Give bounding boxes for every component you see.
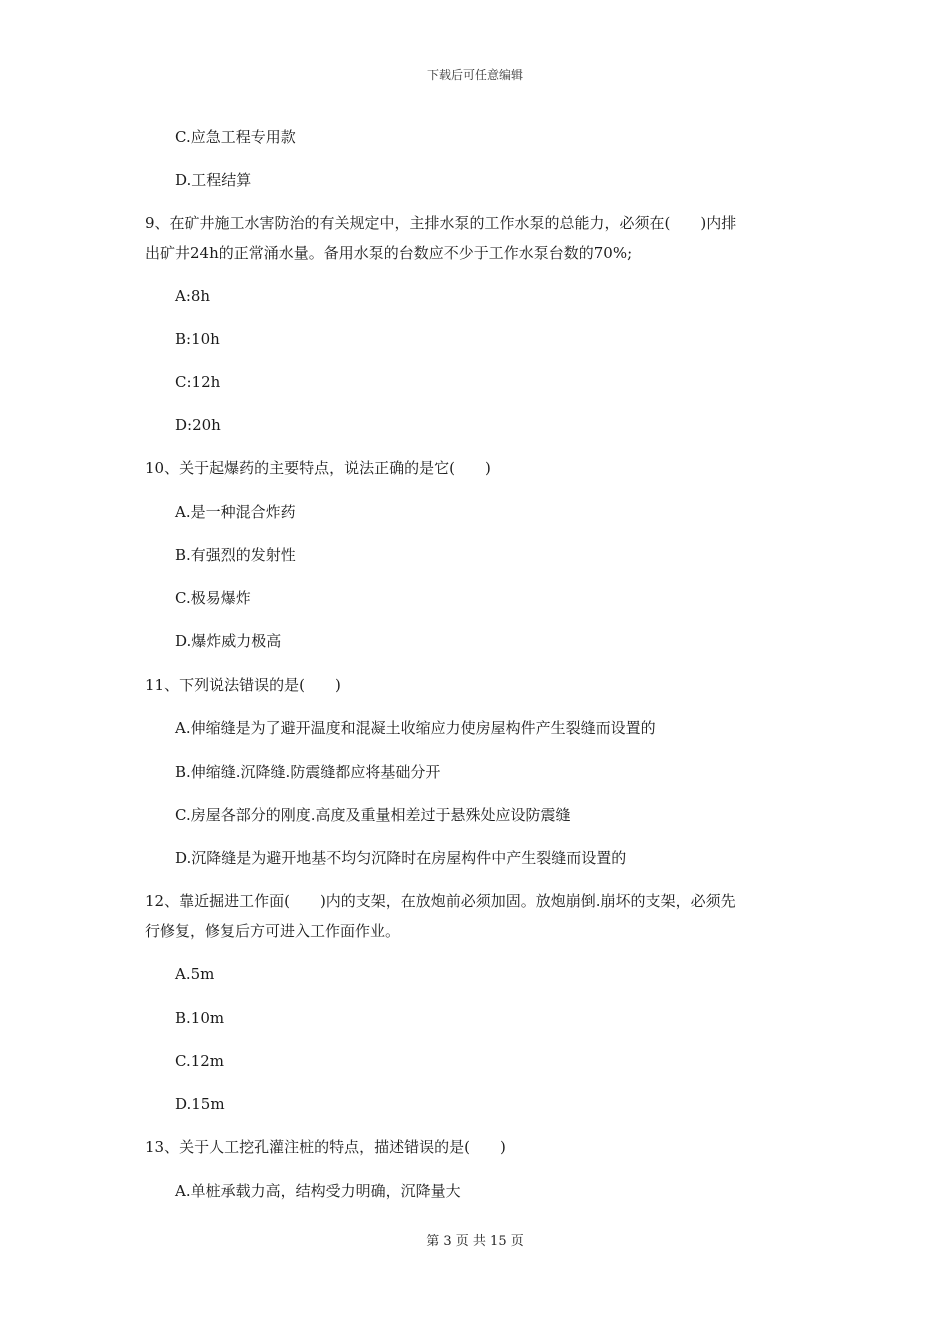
answer-option: C.房屋各部分的刚度.高度及重量相差过于悬殊处应设防震缝 (175, 806, 571, 824)
question-text: 9、在矿井施工水害防治的有关规定中，主排水泵的工作水泵的总能力，必须在( )内排 (145, 214, 737, 232)
answer-option: D.工程结算 (175, 171, 252, 189)
answer-option: B:10h (175, 330, 220, 348)
question-text: 行修复，修复后方可进入工作面作业。 (145, 922, 401, 940)
answer-option: B.伸缩缝.沉降缝.防震缝都应将基础分开 (175, 763, 441, 781)
question-text: 12、靠近掘进工作面( )内的支架，在放炮前必须加固。放炮崩倒.崩坏的支架，必须先 (145, 892, 736, 910)
answer-option: C.12m (175, 1052, 225, 1070)
question-text: 13、关于人工挖孔灌注桩的特点，描述错误的是( ) (145, 1138, 506, 1156)
answer-option: D.15m (175, 1095, 225, 1113)
answer-option: A.单桩承载力高，结构受力明确，沉降量大 (175, 1182, 461, 1200)
answer-option: A.伸缩缝是为了避开温度和混凝土收缩应力使房屋构件产生裂缝而设置的 (175, 719, 656, 737)
answer-option: C:12h (175, 373, 221, 391)
question-text: 出矿井24h的正常涌水量。备用水泵的台数应不少于工作水泵台数的70%; (145, 244, 633, 262)
answer-option: A.是一种混合炸药 (175, 503, 296, 521)
answer-option: D.沉降缝是为避开地基不均匀沉降时在房屋构件中产生裂缝而设置的 (175, 849, 627, 867)
page-header: 下载后可任意编辑 (426, 68, 523, 82)
question-text: 10、关于起爆药的主要特点，说法正确的是它( ) (145, 459, 491, 477)
answer-option: C.应急工程专用款 (175, 128, 296, 146)
answer-option: A.5m (175, 965, 215, 983)
answer-option: B.10m (175, 1009, 225, 1027)
question-text: 11、下列说法错误的是( ) (145, 676, 341, 694)
answer-option: D.爆炸威力极高 (175, 632, 282, 650)
page-footer: 第 3 页 共 15 页 (426, 1234, 524, 1249)
answer-option: C.极易爆炸 (175, 589, 251, 607)
answer-option: D:20h (175, 416, 221, 434)
answer-option: B.有强烈的发射性 (175, 546, 296, 564)
answer-option: A:8h (175, 287, 211, 305)
